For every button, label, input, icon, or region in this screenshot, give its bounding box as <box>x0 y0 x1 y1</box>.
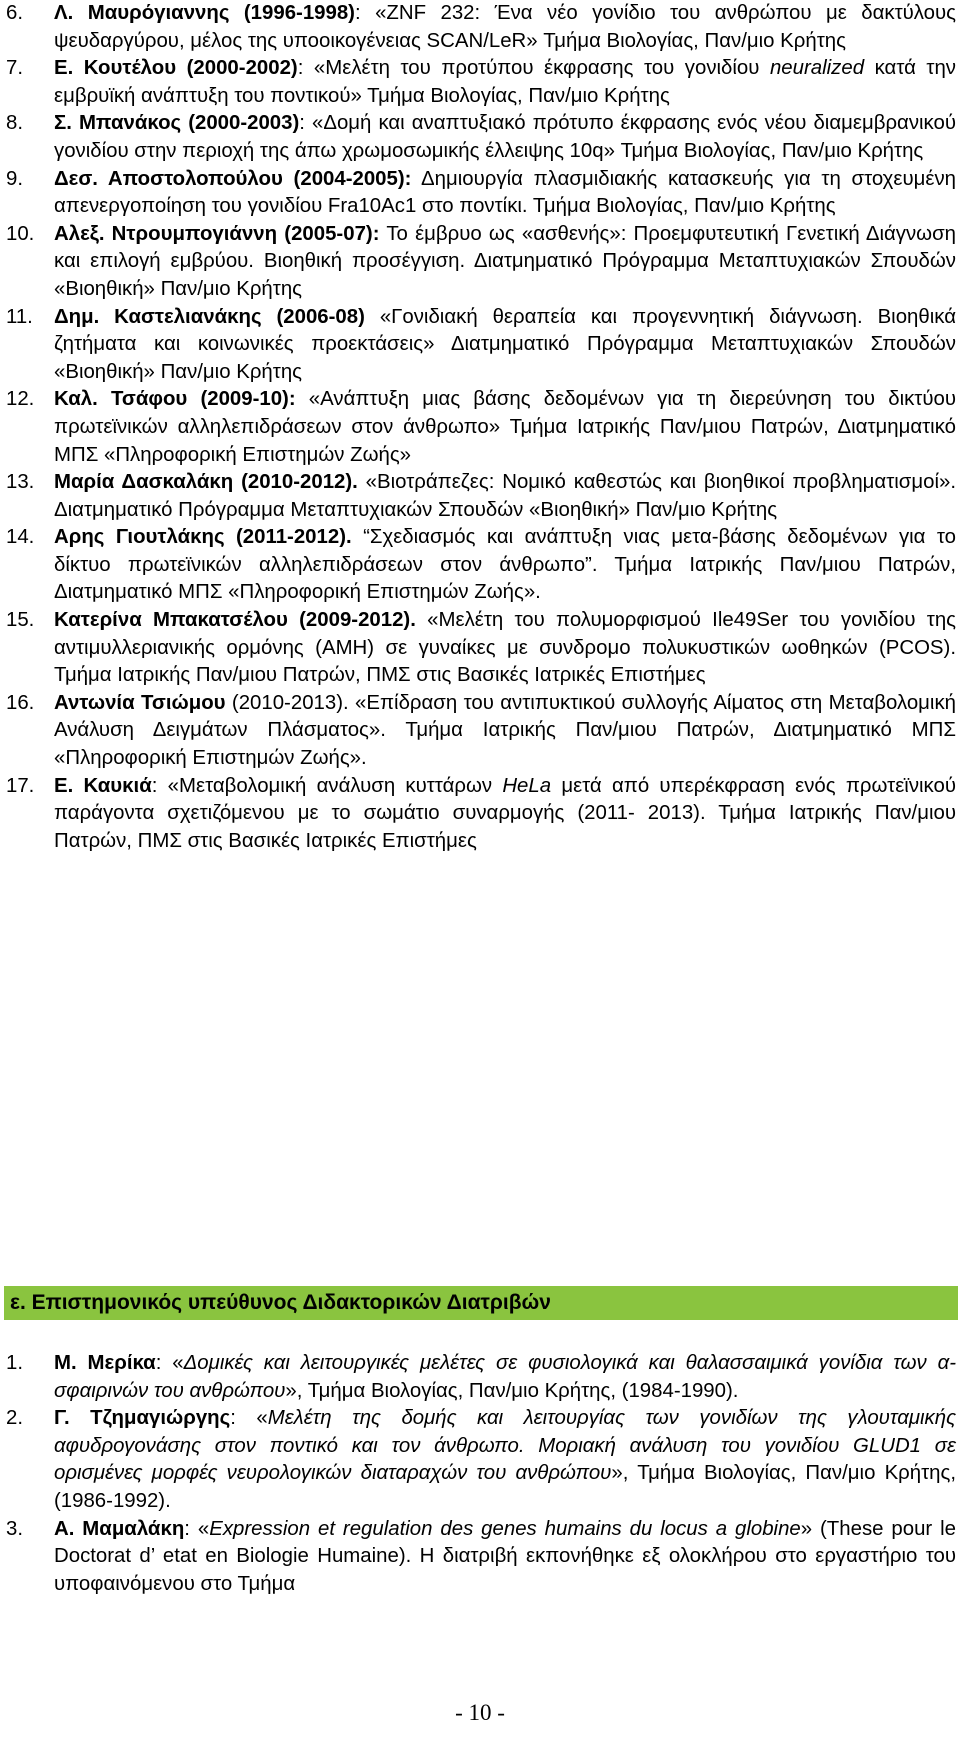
item-number: 8. <box>6 112 24 135</box>
thesis-title-rest: μετά από υπερέκφραση ενός πρωτεϊνικού παράγοντα σχετιζόμενου με το σωμάτιο συναρμογής (2011- 2013). Τμήμα Ιατρικής Παν/μιου Πατρών, ΠΜΣ στις Βασικές Ιατρικές Επιστήμες <box>54 774 956 852</box>
list-item <box>0 0 960 55</box>
item-number: 10. <box>6 222 35 245</box>
student-name: Γ. Τζημαγιώργης <box>54 1407 231 1430</box>
thesis-details: », Τμήμα Βιολογίας, Παν/μιο Κρήτης, (1984-1990). <box>285 1379 739 1402</box>
list-item <box>0 773 960 856</box>
list-item <box>0 386 960 469</box>
item-number: 14. <box>6 526 35 549</box>
list-item <box>0 690 960 773</box>
thesis-details: » (These pour le Doctorat d’ etat en Biologie Humaine). Η διατριβή εκπονήθηκε εξ ολοκλήρου στο εργαστήριο του υποφαινόμενου στο Τμήμα <box>54 1517 956 1595</box>
item-number: 13. <box>6 471 35 494</box>
list-item <box>0 607 960 690</box>
section-heading: ε. Επιστημονικός υπεύθυνος Διδακτορικών Διατριβών <box>4 1286 958 1320</box>
thesis-title: : «Δομή και αναπτυξιακό πρότυπο έκφρασης ενός νέου διαμεμβρανικού γονιδίου στην περιοχή της άπω χρωμοσωμικής έλλειψης 10q» Τμήμα Βιολογίας, Παν/μιο Κρήτης <box>54 112 956 162</box>
item-number: 1. <box>6 1352 24 1374</box>
item-number: 7. <box>6 57 24 80</box>
thesis-title: Expression et regulation des genes humains du locus a globine <box>209 1517 801 1540</box>
thesis-title: : «Μεταβολομική ανάλυση κυττάρων <box>151 774 503 797</box>
item-number: 12. <box>6 388 35 411</box>
student-name: Μ. Μερίκα <box>54 1352 156 1374</box>
student-name: Ε. Καυκιά <box>54 774 152 797</box>
list-item <box>0 1405 960 1515</box>
list-item <box>0 166 960 221</box>
list-item <box>0 304 960 387</box>
student-name: Δεσ. Αποστολοπούλου (2004-2005): <box>54 167 412 190</box>
student-name: Ε. Κουτέλου (2000-2002) <box>54 57 298 80</box>
thesis-title: Μελέτη της δομής και λειτουργίας των γονιδίων της γλουταμικής αφυδρογονάσης στον ποντικό και τον άνθρωπο. Μοριακή ανάλυση του γονιδίου GLUD1 σε ορισμένες μορφές νευρολογικών διαταραχών του ανθρώπου <box>54 1407 956 1485</box>
thesis-title: Δομικές και λειτουργικές μελέτες σε φυσιολογικά και θαλασσαιμικά γονίδια των α-σφαιρινών του ανθρώπου <box>54 1352 957 1402</box>
student-name: Κατερίνα Μπακατσέλου (2009-2012). <box>54 609 416 632</box>
student-name: Μαρία Δασκαλάκη (2010-2012). <box>54 471 358 494</box>
thesis-title-rest: κατά την εμβρυϊκή ανάπτυξη του ποντικού» Τμήμα Βιολογίας, Παν/μιο Κρήτης <box>54 57 956 107</box>
item-number: 16. <box>6 691 35 714</box>
thesis-title: : «Μελέτη του προτύπου έκφρασης του γονιδίου <box>297 57 770 80</box>
supervision-list <box>0 0 960 855</box>
item-number: 2. <box>6 1407 24 1430</box>
list-item <box>0 110 960 165</box>
thesis-title: : «ZNF 232: Ένα νέο γονίδιο του ανθρώπου με δακτύλους ψευδαργύρου, μέλος της υποοικογένειας SCAN/LeR» Τμήμα Βιολογίας, Παν/μιο Κρήτης <box>54 2 957 52</box>
item-number: 3. <box>6 1517 24 1540</box>
list-item <box>0 55 960 110</box>
thesis-title: Δημιουργία πλασμιδιακής κατασκευής για τη στοχευμένη απενεργοποίηση του γονιδίου Fra10Ac1 στο ποντίκι. Τμήμα Βιολογίας, Παν/μιο Κρήτης <box>54 167 956 218</box>
student-name: Αλεξ. Ντρουμπογιάννη (2005-07): <box>54 222 380 245</box>
student-name: Δημ. Καστελιανάκης (2006-08) <box>54 305 365 328</box>
student-name: Αντωνία Τσιώμου <box>54 691 226 714</box>
student-name: Αρης Γιουτλάκης (2011-2012). <box>54 526 352 549</box>
page-number: - 10 - <box>455 1700 505 1725</box>
phd-list <box>0 1350 960 1598</box>
thesis-title: (2010-2013). «Επίδραση του αντιπυκτικού συλλογής Αίματος στη Μεταβολομική Ανάλυση Δειγμάτων Πλάσματος». Τμήμα Ιατρικής Παν/μιου Πατρών, Διατμηματικό ΜΠΣ «Πληροφορική Επιστημών Ζωής». <box>54 691 956 770</box>
item-number: 6. <box>6 2 24 24</box>
thesis-title: Το έμβρυο ως «ασθενής»: Προεμφυτευτική Γενετική Διάγνωση και επιλογή εμβρύου. Βιοηθική προσέγγιση. Διατμηματικό Πρόγραμμα Μεταπτυχιακών Σπουδών «Βιοηθική» Παν/μιο Κρήτης <box>54 222 956 300</box>
student-name: Α. Μαμαλάκη <box>54 1517 185 1540</box>
thesis-title: “Σχεδιασμός και ανάπτυξη νιας μετα-βάσης δεδομένων για το δίκτυο πρωτεϊνικών αλληλεπιδράσεων στον άνθρωπο”. Τμήμα Ιατρικής Παν/μιου Πατρών, Διατμηματικό ΜΠΣ «Πληροφορική Επιστημών Ζωής». <box>54 526 956 604</box>
item-number: 11. <box>6 305 33 328</box>
thesis-title: «Βιοτράπεζες: Νομικό καθεστώς και βιοηθικοί προβληματισμοί». Διατμηματικό Πρόγραμμα Μεταπτυχιακών Σπουδών «Βιοηθική» Παν/μιο Κρήτης <box>54 471 956 521</box>
list-item <box>0 1516 960 1599</box>
title-separator: : « <box>184 1517 210 1540</box>
list-item <box>0 524 960 607</box>
thesis-title: «Γονιδιακή θεραπεία και προγεννητική διάγνωση. Βιοηθικά ζητήματα και κοινωνικές προεκτάσεις» Διατμηματικό Πρόγραμμα Μεταπτυχιακών Σπουδών «Βιοηθική» Παν/μιο Κρήτης <box>54 305 956 383</box>
list-item <box>0 221 960 304</box>
thesis-title: «Μελέτη του πολυμορφισμού Ile49Ser του γονιδίου της αντιμυλλεριανικής ορμόνης (AMH) σε γυναίκες με συνδρομο πολυκυστικών ωοθηκών (PCOS). Τμήμα Ιατρικής Παν/μιου Πατρών, ΠΜΣ στις Βασικές Ιατρικές Επιστήμες <box>54 609 956 687</box>
item-number: 9. <box>6 167 24 190</box>
item-number: 15. <box>6 609 35 632</box>
title-separator: : « <box>155 1352 184 1374</box>
list-item <box>0 469 960 524</box>
student-name: Σ. Μπανάκος (2000-2003) <box>54 112 300 135</box>
thesis-title: «Ανάπτυξη μιας βάσης δεδομένων για τη διερεύνηση του δικτύου πρωτεϊνικών αλληλεπιδράσεων στον άνθρωπο» Τμήμα Ιατρικής Παν/μιου Πατρών, Διατμηματικό ΜΠΣ «Πληροφορική Επιστημών Ζωής» <box>54 388 956 466</box>
gene-name: neuralized <box>769 57 865 80</box>
student-name: Λ. Μαυρόγιαννης (1996-1998) <box>54 2 355 24</box>
title-separator: : « <box>230 1407 268 1430</box>
list-item <box>0 1350 960 1405</box>
thesis-details: », Τμήμα Βιολογίας, Παν/μιο Κρήτης, (1986-1992). <box>54 1462 956 1512</box>
cell-line-name: HeLa <box>502 774 552 797</box>
item-number: 17. <box>6 774 35 797</box>
student-name: Καλ. Τσάφου (2009-10): <box>54 388 296 411</box>
